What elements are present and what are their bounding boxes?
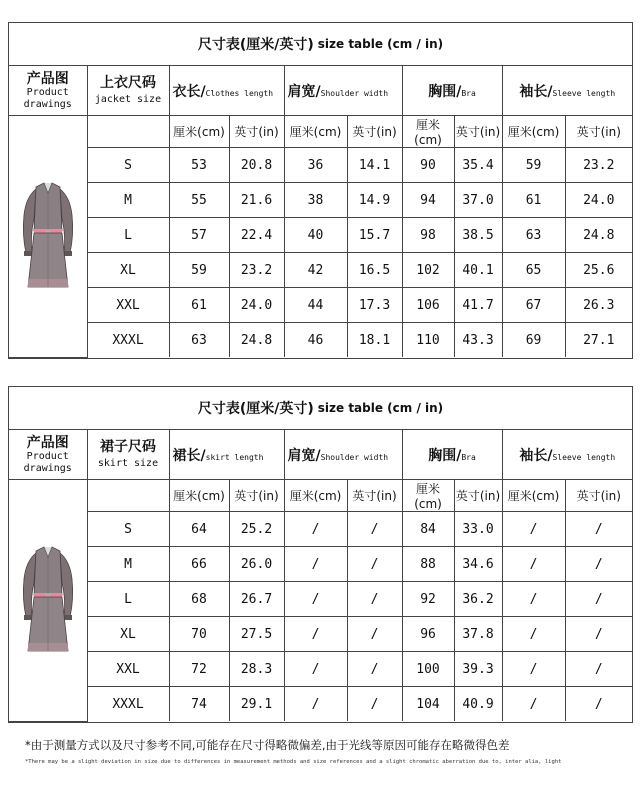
- measure-header: 裙长/skirt length: [169, 430, 284, 480]
- value-cell: 61: [169, 288, 229, 323]
- measure-header: 肩宽/Shoulder width: [284, 66, 402, 116]
- table-row: [9, 323, 632, 358]
- value-cell: /: [502, 617, 565, 652]
- unit-cm: 厘米(cm): [169, 480, 229, 512]
- unit-cm: 厘米(cm): [284, 480, 347, 512]
- unit-in: 英寸(in): [565, 116, 632, 148]
- value-cell: 104: [402, 687, 454, 722]
- value-cell: 41.7: [454, 288, 502, 323]
- table-row: [9, 652, 632, 687]
- value-cell: 69: [502, 323, 565, 358]
- value-cell: 24.0: [229, 288, 284, 323]
- value-cell: 63: [169, 323, 229, 358]
- size-cell: M: [87, 183, 169, 218]
- measure-header: 胸围/Bra: [402, 430, 502, 480]
- size-cell: XXXL: [87, 687, 169, 722]
- size-table-skirt: [8, 386, 633, 723]
- value-cell: /: [284, 512, 347, 547]
- value-cell: 21.6: [229, 183, 284, 218]
- size-cell: L: [87, 218, 169, 253]
- value-cell: 55: [169, 183, 229, 218]
- value-cell: 26.3: [565, 288, 632, 323]
- value-cell: 102: [402, 253, 454, 288]
- size-cell: L: [87, 582, 169, 617]
- size-cell: M: [87, 547, 169, 582]
- table-row: [9, 582, 632, 617]
- value-cell: 42: [284, 253, 347, 288]
- unit-in: 英寸(in): [347, 116, 402, 148]
- value-cell: /: [347, 512, 402, 547]
- value-cell: 43.3: [454, 323, 502, 358]
- value-cell: 23.2: [229, 253, 284, 288]
- table-row: [9, 687, 632, 722]
- value-cell: 67: [502, 288, 565, 323]
- value-cell: 18.1: [347, 323, 402, 358]
- value-cell: 14.9: [347, 183, 402, 218]
- table-row: [9, 253, 632, 288]
- value-cell: 64: [169, 512, 229, 547]
- value-cell: 39.3: [454, 652, 502, 687]
- unit-in: 英寸(in): [229, 480, 284, 512]
- value-cell: 36.2: [454, 582, 502, 617]
- value-cell: 72: [169, 652, 229, 687]
- size-unit-blank: [87, 116, 169, 148]
- value-cell: 28.3: [229, 652, 284, 687]
- title-en: size table (cm / in): [317, 401, 444, 415]
- unit-in: 英寸(in): [565, 480, 632, 512]
- value-cell: 14.1: [347, 148, 402, 183]
- value-cell: 16.5: [347, 253, 402, 288]
- title-cn: 尺寸表(厘米/英寸): [197, 37, 314, 53]
- value-cell: /: [565, 617, 632, 652]
- unit-cm: 厘米(cm): [402, 480, 454, 512]
- table-row: [9, 148, 632, 183]
- size-table: [9, 66, 632, 358]
- value-cell: 40: [284, 218, 347, 253]
- value-cell: 26.0: [229, 547, 284, 582]
- size-cell: XL: [87, 253, 169, 288]
- value-cell: 46: [284, 323, 347, 358]
- value-cell: 25.2: [229, 512, 284, 547]
- size-cell: XXL: [87, 288, 169, 323]
- value-cell: 34.6: [454, 547, 502, 582]
- value-cell: 20.8: [229, 148, 284, 183]
- size-table-jacket: [8, 22, 633, 359]
- value-cell: 40.1: [454, 253, 502, 288]
- value-cell: /: [284, 617, 347, 652]
- value-cell: 59: [502, 148, 565, 183]
- unit-in: 英寸(in): [229, 116, 284, 148]
- value-cell: /: [284, 652, 347, 687]
- value-cell: 24.0: [565, 183, 632, 218]
- value-cell: 98: [402, 218, 454, 253]
- value-cell: 38.5: [454, 218, 502, 253]
- value-cell: /: [347, 582, 402, 617]
- title-en: size table (cm / in): [317, 37, 444, 51]
- value-cell: 63: [502, 218, 565, 253]
- value-cell: 15.7: [347, 218, 402, 253]
- value-cell: 74: [169, 687, 229, 722]
- value-cell: 65: [502, 253, 565, 288]
- size-table: [9, 430, 632, 722]
- value-cell: /: [502, 512, 565, 547]
- value-cell: /: [347, 617, 402, 652]
- dress-product-image: [16, 175, 80, 295]
- unit-in: 英寸(in): [347, 480, 402, 512]
- value-cell: 36: [284, 148, 347, 183]
- size-cell: XL: [87, 617, 169, 652]
- value-cell: 61: [502, 183, 565, 218]
- value-cell: /: [284, 687, 347, 722]
- value-cell: 53: [169, 148, 229, 183]
- value-cell: 37.0: [454, 183, 502, 218]
- value-cell: 92: [402, 582, 454, 617]
- product-image-cell: [9, 480, 87, 722]
- value-cell: 84: [402, 512, 454, 547]
- value-cell: /: [502, 687, 565, 722]
- product-drawings-header: 产品图 Product drawings: [9, 66, 87, 116]
- value-cell: 88: [402, 547, 454, 582]
- unit-cm: 厘米(cm): [169, 116, 229, 148]
- value-cell: /: [502, 547, 565, 582]
- measure-header: 衣长/Clothes length: [169, 66, 284, 116]
- measure-header: 胸围/Bra: [402, 66, 502, 116]
- unit-in: 英寸(in): [454, 480, 502, 512]
- value-cell: 25.6: [565, 253, 632, 288]
- unit-cm: 厘米(cm): [402, 116, 454, 148]
- table-row: [9, 218, 632, 253]
- value-cell: 33.0: [454, 512, 502, 547]
- product-image-cell: [9, 116, 87, 358]
- value-cell: 24.8: [565, 218, 632, 253]
- table-row: [9, 617, 632, 652]
- value-cell: 37.8: [454, 617, 502, 652]
- value-cell: 96: [402, 617, 454, 652]
- unit-cm: 厘米(cm): [502, 480, 565, 512]
- table-title: [9, 23, 632, 66]
- footnote-cn: *由于测量方式以及尺寸参考不同,可能存在尺寸得略微偏差,由于光线等原因可能存在略微得色差: [25, 738, 510, 752]
- value-cell: 110: [402, 323, 454, 358]
- value-cell: /: [565, 512, 632, 547]
- value-cell: 100: [402, 652, 454, 687]
- dress-product-image: [16, 539, 80, 659]
- unit-cm: 厘米(cm): [284, 116, 347, 148]
- value-cell: /: [565, 687, 632, 722]
- value-cell: /: [565, 547, 632, 582]
- size-header: 裙子尺码 skirt size: [87, 430, 169, 480]
- table-row: [9, 288, 632, 323]
- value-cell: 66: [169, 547, 229, 582]
- value-cell: 59: [169, 253, 229, 288]
- value-cell: /: [502, 652, 565, 687]
- product-drawings-header: 产品图 Product drawings: [9, 430, 87, 480]
- value-cell: /: [565, 582, 632, 617]
- table-row: [9, 183, 632, 218]
- value-cell: 22.4: [229, 218, 284, 253]
- value-cell: 70: [169, 617, 229, 652]
- value-cell: 27.1: [565, 323, 632, 358]
- size-cell: XXXL: [87, 323, 169, 358]
- measure-header: 袖长/Sleeve length: [502, 66, 632, 116]
- value-cell: 35.4: [454, 148, 502, 183]
- value-cell: 68: [169, 582, 229, 617]
- size-cell: S: [87, 148, 169, 183]
- value-cell: 24.8: [229, 323, 284, 358]
- value-cell: 23.2: [565, 148, 632, 183]
- value-cell: 38: [284, 183, 347, 218]
- unit-in: 英寸(in): [454, 116, 502, 148]
- value-cell: 57: [169, 218, 229, 253]
- value-cell: 27.5: [229, 617, 284, 652]
- value-cell: 29.1: [229, 687, 284, 722]
- unit-cm: 厘米(cm): [502, 116, 565, 148]
- size-unit-blank: [87, 480, 169, 512]
- value-cell: 94: [402, 183, 454, 218]
- value-cell: /: [347, 652, 402, 687]
- table-row: [9, 512, 632, 547]
- value-cell: 106: [402, 288, 454, 323]
- value-cell: 40.9: [454, 687, 502, 722]
- value-cell: /: [565, 652, 632, 687]
- value-cell: /: [284, 547, 347, 582]
- value-cell: /: [284, 582, 347, 617]
- size-cell: XXL: [87, 652, 169, 687]
- value-cell: /: [502, 582, 565, 617]
- title-cn: 尺寸表(厘米/英寸): [197, 401, 314, 417]
- value-cell: /: [347, 687, 402, 722]
- value-cell: /: [347, 547, 402, 582]
- value-cell: 44: [284, 288, 347, 323]
- value-cell: 90: [402, 148, 454, 183]
- measure-header: 袖长/Sleeve length: [502, 430, 632, 480]
- size-cell: S: [87, 512, 169, 547]
- table-row: [9, 547, 632, 582]
- value-cell: 17.3: [347, 288, 402, 323]
- measure-header: 肩宽/Shoulder width: [284, 430, 402, 480]
- size-header: 上衣尺码 jacket size: [87, 66, 169, 116]
- value-cell: 26.7: [229, 582, 284, 617]
- footnote-en: *There may be a slight deviation in size due to differences in measurement methods and size references and a slight chromatic aberration due to, inter alia, light: [25, 759, 562, 765]
- table-title: [9, 387, 632, 430]
